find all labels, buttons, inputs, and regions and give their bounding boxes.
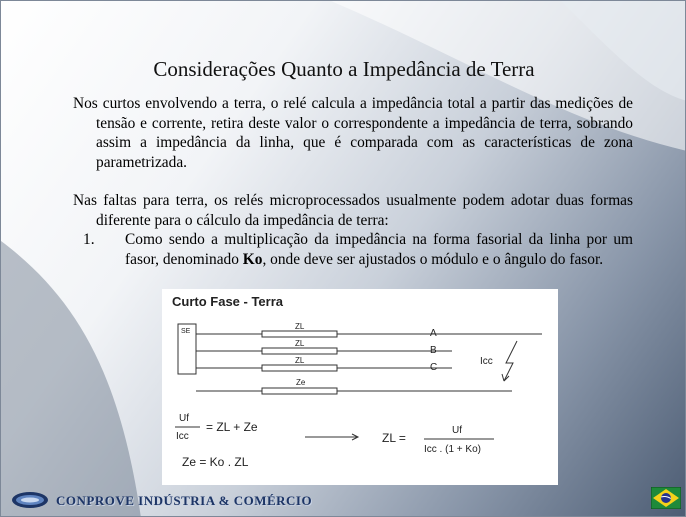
brazil-flag-icon: [651, 487, 681, 509]
paragraph-ground-impedance: Nos curtos envolvendo a terra, o relé calcula a impedância total a partir das medições de tensão e corrente, retira deste valor o correspondente a impedância de terra, sobrando assim a impedância da linha, que é comparada com as características de zona parametrizada.: [73, 95, 633, 171]
impedance-label: ZL: [295, 339, 305, 348]
eq3-denominator: Icc . (1 + Ko): [424, 444, 481, 455]
footer-company: CONPROVE INDÚSTRIA & COMÉRCIO: [56, 493, 313, 508]
zl-impedance-c: [262, 365, 337, 371]
ze-impedance: [262, 388, 337, 394]
impedance-label: ZL: [295, 356, 305, 365]
eq2: Ze = Ko . ZL: [182, 455, 249, 469]
eq1-rhs: = ZL + Ze: [206, 420, 258, 434]
slide-title: Considerações Quanto a Impedância de Terra: [153, 57, 535, 81]
conprove-logo-icon: [11, 490, 49, 510]
zl-impedance-a: [262, 331, 337, 337]
eq3-lhs: ZL =: [382, 431, 406, 445]
ko-term: Ko: [242, 250, 263, 268]
figure-title: Curto Fase - Terra: [172, 294, 284, 309]
phase-label-b: B: [430, 345, 437, 356]
ground-fault-figure: [162, 289, 558, 485]
phase-label-c: C: [430, 362, 438, 373]
eq1-denominator: Icc: [176, 431, 189, 442]
zl-impedance-b: [262, 348, 337, 354]
source-label: SE: [181, 328, 191, 335]
impedance-label: Ze: [296, 378, 306, 387]
fault-arrow-icon: [504, 341, 517, 381]
fault-current-label: Icc: [480, 356, 493, 367]
eq3-numerator: Uf: [452, 425, 462, 436]
phase-label-a: A: [430, 328, 437, 339]
list-item-number: 1.: [83, 231, 95, 248]
eq1-numerator: Uf: [179, 413, 189, 424]
impedance-label: ZL: [295, 322, 305, 331]
paragraph-calculation-methods: Nas faltas para terra, os relés microprocessados usualmente podem adotar duas formas diferente para o cálculo da impedância de terra:: [73, 192, 633, 229]
list-item-text: Como sendo a multiplicação da impedância na forma fasorial da linha por um fasor, denominado Ko, onde deve ser ajustados o módulo e o ângulo do fasor.: [125, 231, 633, 268]
